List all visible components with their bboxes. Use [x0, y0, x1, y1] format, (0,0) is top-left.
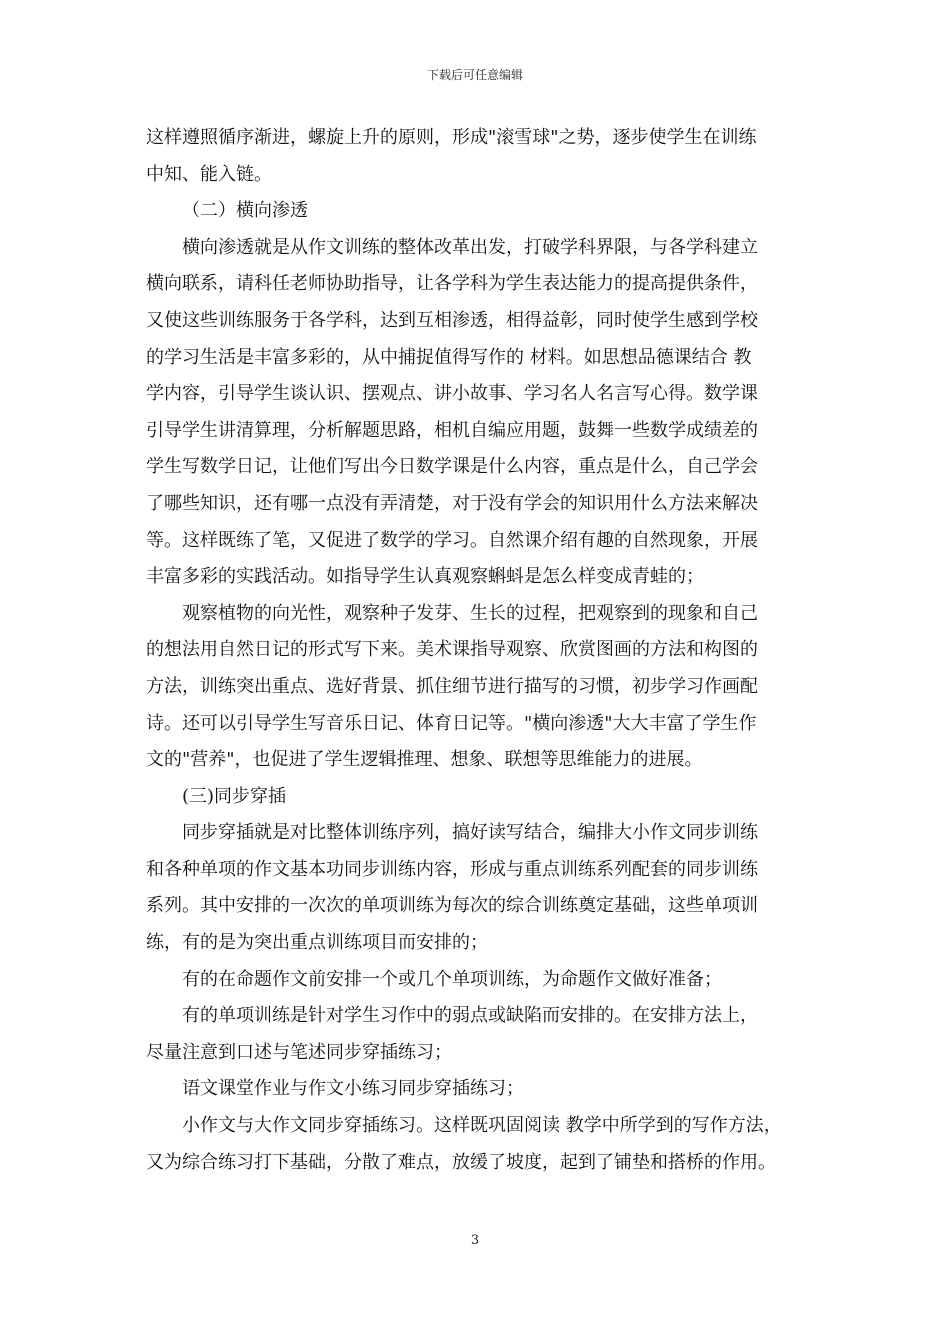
text-line: 的学习生活是丰富多彩的，从中捕捉值得写作的 材料。如思想品德课结合 教 — [146, 346, 752, 368]
text-line: 横向联系，请科任老师协助指导，让各学科为学生表达能力的提高提供条件， — [146, 273, 758, 295]
text-line: 方法，训练突出重点、选好背景、抓住细节进行描写的习惯，初步学习作画配 — [146, 675, 758, 697]
text-line: 这样遵照循序渐进，螺旋上升的原则，形成"滚雪球"之势，逐步使学生在训练 — [146, 127, 757, 148]
text-line: 了哪些知识，还有哪一点没有弄清楚，对于没有学会的知识用什么方法来解决 — [146, 492, 758, 514]
text-line: 有的在命题作文前安排一个或几个单项训练，为命题作文做好准备； — [182, 968, 722, 990]
page-number: 3 — [470, 1233, 480, 1248]
text-line: （二）横向渗透 — [182, 200, 308, 222]
text-line: 尽量注意到口述与笔述同步穿插练习； — [146, 1041, 452, 1063]
text-line: 和各种单项的作文基本功同步训练内容，形成与重点训练系列配套的同步训练 — [146, 858, 758, 880]
text-line: 横向渗透就是从作文训练的整体改革出发，打破学科界限，与各学科建立 — [182, 236, 758, 258]
text-line: 有的单项训练是针对学生习作中的弱点或缺陷而安排的。在安排方法上， — [182, 1005, 758, 1027]
text-line: 同步穿插就是对比整体训练序列，搞好读写结合，编排大小作文同步训练 — [182, 822, 758, 844]
text-line: 中知、能入链。 — [146, 163, 272, 185]
text-line: 又使这些训练服务于各学科，达到互相渗透，相得益彰，同时使学生感到学校 — [146, 309, 758, 331]
text-line: 文的"营养"，也促进了学生逻辑推理、想象、联想等思维能力的进展。 — [146, 749, 703, 771]
text-line: 的想法用自然日记的形式写下来。美术课指导观察、欣赏图画的方法和构图的 — [146, 639, 758, 661]
text-line: (三)同步穿插 — [182, 785, 287, 807]
text-line: 又为综合练习打下基础，分散了难点，放缓了坡度，起到了铺垫和搭桥的作用。 — [146, 1151, 776, 1173]
text-line: 练，有的是为突出重点训练项目而安排的； — [146, 932, 488, 954]
text-line: 系列。其中安排的一次次的单项训练为每次的综合训练奠定基础，这些单项训 — [146, 895, 758, 917]
text-line: 等。这样既练了笔，又促进了数学的学习。自然课介绍有趣的自然现象，开展 — [146, 529, 758, 551]
text-line: 引导学生讲清算理，分析解题思路，相机自编应用题，鼓舞一些数学成绩差的 — [146, 419, 758, 441]
text-line: 学内容，引导学生谈认识、摆观点、讲小故事、学习名人名言写心得。数学课 — [146, 383, 758, 405]
page-header: 下载后可任意编辑 — [426, 68, 523, 82]
text-line: 语文课堂作业与作文小练习同步穿插练习； — [182, 1078, 524, 1100]
text-line: 丰富多彩的实践活动。如指导学生认真观察蝌蚪是怎么样变成青蛙的； — [146, 566, 704, 588]
text-line: 观察植物的向光性，观察种子发芽、生长的过程，把观察到的现象和自己 — [182, 602, 758, 624]
document-body — [146, 120, 810, 1181]
text-line: 学生写数学日记，让他们写出今日数学课是什么内容，重点是什么，自己学会 — [146, 456, 758, 478]
text-line: 诗。还可以引导学生写音乐日记、体育日记等。"横向渗透"大大丰富了学生作 — [146, 712, 757, 734]
text-line: 小作文与大作文同步穿插练习。这样既巩固阅读 教学中所学到的写作方法， — [182, 1115, 782, 1137]
